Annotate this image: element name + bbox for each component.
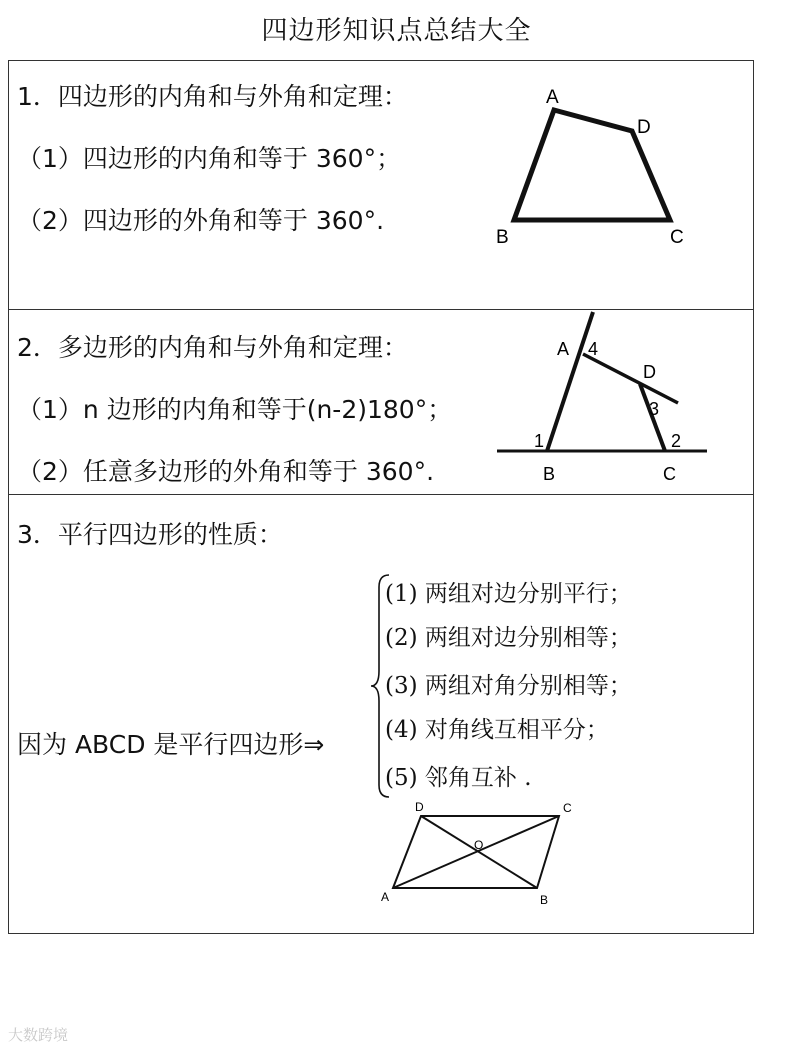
vertex-label: A xyxy=(546,87,559,108)
property-item: (2) 两组对边分别相等； xyxy=(385,625,632,651)
section-heading: 3．平行四边形的性质： xyxy=(17,520,283,549)
vertex-label: D xyxy=(415,800,424,814)
diagonal-bd xyxy=(421,816,537,888)
section-polygon-angles xyxy=(8,309,754,495)
side-ad-extended xyxy=(583,354,678,403)
theorem-item: （1）四边形的内角和等于 360°； xyxy=(17,144,402,173)
vertex-label: C xyxy=(670,227,684,248)
parallelogram-diagram xyxy=(9,495,755,935)
angle-label: 2 xyxy=(671,431,682,451)
vertex-label: A xyxy=(557,339,570,359)
page-title: 四边形知识点总结大全 xyxy=(261,16,532,46)
vertex-label: C xyxy=(563,801,572,815)
theorem-item: （2）四边形的外角和等于 360°. xyxy=(17,206,385,235)
angle-label: 1 xyxy=(534,431,545,451)
property-item: (4) 对角线互相平分； xyxy=(385,717,609,743)
quadrilateral-diagram xyxy=(9,61,755,311)
section-heading: 1．四边形的内角和与外角和定理： xyxy=(17,82,408,111)
center-label: O xyxy=(474,838,484,852)
angle-label: 4 xyxy=(588,339,599,359)
polygon-exterior-angle-diagram xyxy=(9,310,755,496)
section-heading: 2．多边形的内角和与外角和定理： xyxy=(17,333,408,362)
vertex-label: C xyxy=(663,464,676,484)
vertex-label: B xyxy=(540,893,549,907)
diagonal-ac xyxy=(393,816,559,888)
vertex-label: B xyxy=(543,464,556,484)
premise-text: 因为 ABCD 是平行四边形⇒ xyxy=(17,730,325,759)
property-item: (5) 邻角互补 . xyxy=(385,765,532,791)
vertex-label: A xyxy=(381,890,390,904)
side-ab-extended xyxy=(547,312,593,451)
theorem-item: （2）任意多边形的外角和等于 360°. xyxy=(17,457,435,486)
property-item: (1) 两组对边分别平行； xyxy=(385,581,632,607)
property-item: (3) 两组对角分别相等； xyxy=(385,673,632,699)
theorem-item: （1）n 边形的内角和等于(n-2)180°； xyxy=(17,395,453,424)
vertex-label: D xyxy=(637,117,651,138)
vertex-label: B xyxy=(496,227,509,248)
section-parallelogram-properties xyxy=(8,494,754,934)
vertex-label: D xyxy=(643,362,656,382)
watermark-text: 大数跨境 xyxy=(8,1026,69,1044)
section-quadrilateral-angles xyxy=(8,60,754,310)
angle-label: 3 xyxy=(649,399,660,419)
